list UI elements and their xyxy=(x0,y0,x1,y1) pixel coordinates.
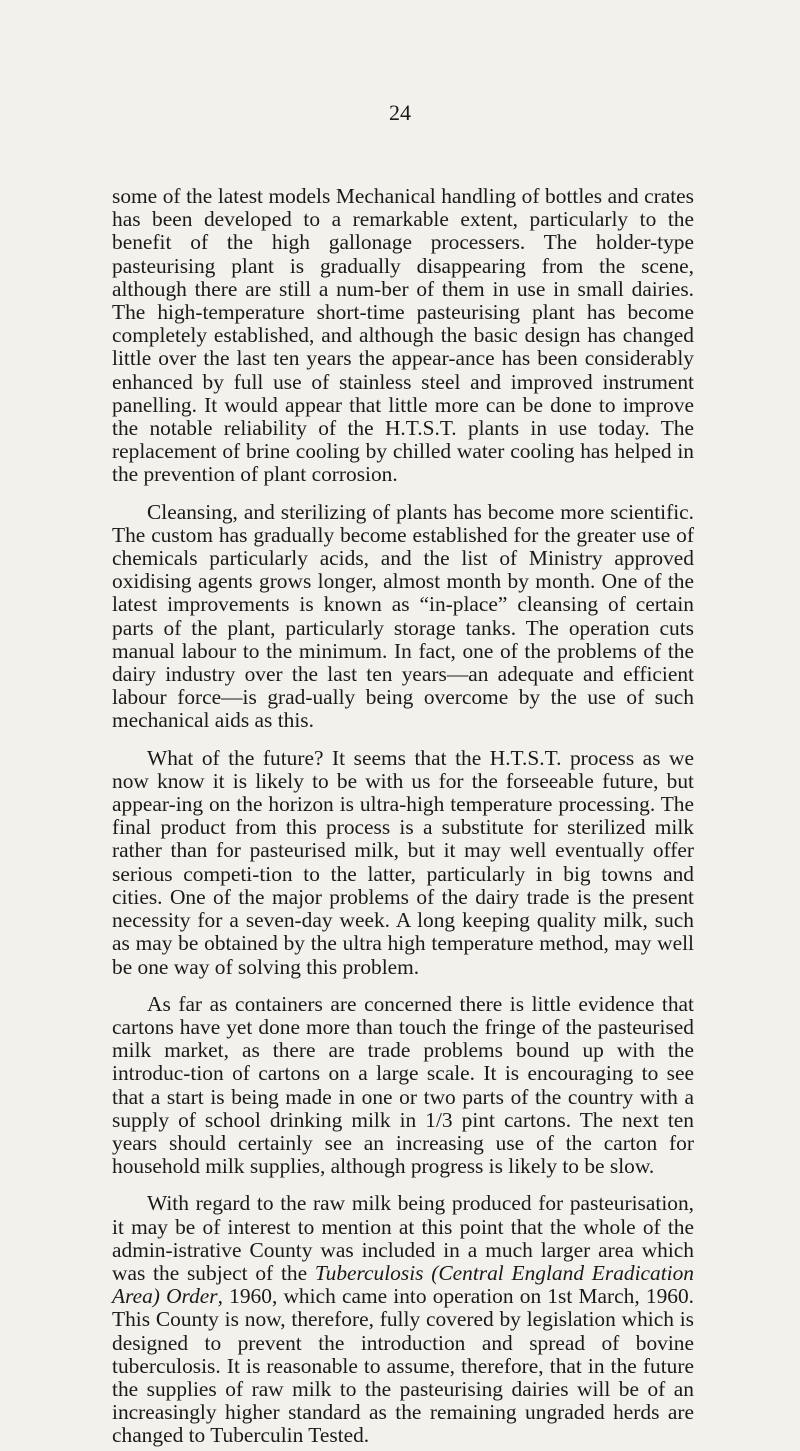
body-text xyxy=(112,185,694,1451)
paragraph-raw-milk-end: , 1960, which came into operation on 1st March, 1960. This County is now, therefore, fully covered by legislation which is designed to prevent the introduction and spread of bovine tuberculosis. It is reasonable to assume, therefore, that in the future the supplies of raw milk to the pasteurising dairies will be of an increasingly higher standard as the remaining ungraded herds are changed to Tuberculin Tested. xyxy=(112,1284,695,1448)
paragraph-cleansing: Cleansing, and sterilizing of plants has become more scientific. The custom has gradually become established for the greater use of chemicals particularly acids, and the list of Ministry approved oxidising agents grows longer, almost month by month. One of the latest improvements is known as “in-place” cleansing of certain parts of the plant, particularly storage tanks. The operation cuts manual labour to the minimum. In fact, one of the problems of the dairy industry over the last ten years—an adequate and efficient labour force—is grad-ually being overcome by the use of such mechanical aids as this. xyxy=(112,499,694,733)
page-number: 24 xyxy=(389,100,411,125)
paragraph-raw-milk-start: With regard to the raw milk being produced for pasteurisation, it may be of interest to mention at this point that the whole of the admin-istrative County was included in a much larger area which was the subject of the xyxy=(112,1191,694,1285)
paragraph-equipment: some of the latest models Mechanical handling of bottles and crates has been developed to a remarkable extent, particularly to the benefit of the high gallonage processers. The holder-type pasteurising plant is gradually disappearing from the scene, although there are still a num-ber of them in use in small dairies. The high-temperature short-time pasteurising plant has become completely established, and although the basic design has changed little over the last ten years the appear-ance has been considerably enhanced by full use of stainless steel and improved instrument panelling. It would appear that little more can be done to improve the notable reliability of the H.T.S.T. plants in use today. The replacement of brine cooling by chilled water cooling has helped in the prevention of plant corrosion. xyxy=(112,184,694,487)
paragraph-raw-milk xyxy=(112,1192,694,1447)
order-title: Tuberculosis (Central England Eradication Area) Order xyxy=(112,1260,694,1309)
paragraph-containers: As far as containers are concerned there is little evidence that cartons have yet done more than touch the fringe of the pasteurised milk market, as there are trade problems bound up with the introduc-tion of cartons on a large scale. It is encouraging to see that a start is being made in one or two parts of the country with a supply of school drinking milk in 1/3 pint cartons. The next ten years should certainly see an increasing use of the carton for household milk supplies, although progress is likely to be slow. xyxy=(112,991,694,1179)
paragraph-future: What of the future? It seems that the H.T.S.T. process as we now know it is likely to be with us for the forseeable future, but appear-ing on the horizon is ultra-high temperature processing. The final product from this process is a substitute for sterilized milk rather than for pasteurised milk, but it may well eventually offer serious competi-tion to the latter, particularly in big towns and cities. One of the major problems of the dairy trade is the present necessity for a seven-day week. A long keeping quality milk, such as may be obtained by the ultra high temperature method, may well be one way of solving this problem. xyxy=(112,745,694,979)
